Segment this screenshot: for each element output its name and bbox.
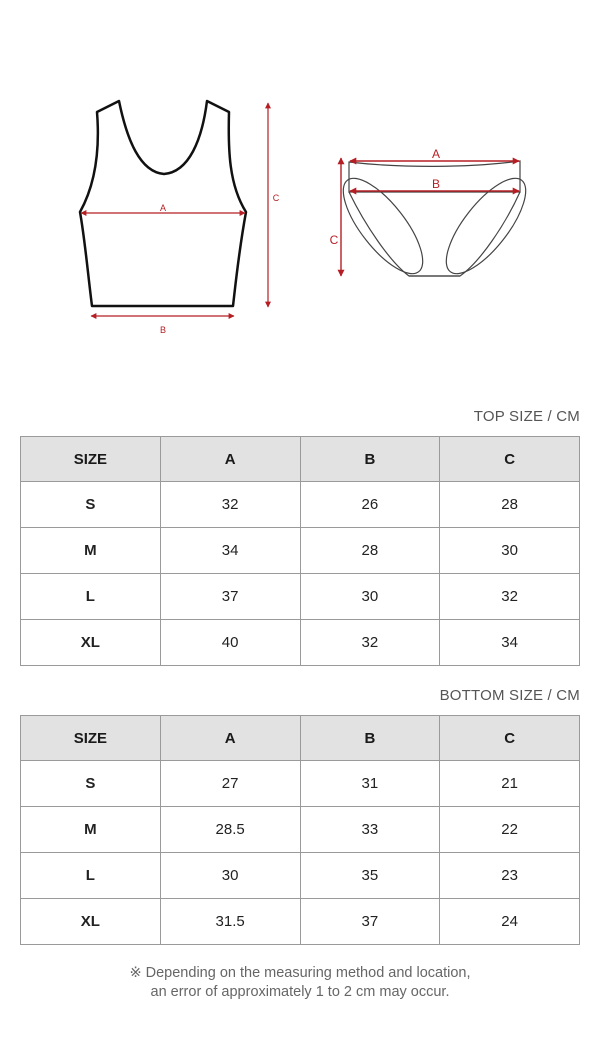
value-cell: 30	[440, 528, 580, 574]
bottom-measure-c-label: C	[329, 233, 339, 247]
diagram-svg	[0, 0, 600, 360]
disclaimer-line-1: ※ Depending on the measuring method and location,	[129, 965, 471, 981]
size-cell: XL	[21, 620, 161, 666]
top-size-table	[20, 436, 580, 666]
table-header-row	[21, 437, 580, 482]
value-cell: 27	[160, 761, 300, 807]
value-cell: 32	[300, 620, 440, 666]
table-row	[21, 807, 580, 853]
value-cell: 32	[160, 482, 300, 528]
bottom-measure-b-label: B	[431, 177, 441, 191]
bottom-size-caption: BOTTOM SIZE / CM	[439, 687, 580, 704]
table-row	[21, 574, 580, 620]
top-measure-a-label: A	[159, 203, 167, 213]
table-header-row	[21, 716, 580, 761]
size-cell: S	[21, 761, 161, 807]
bottom-measure-a-label: A	[431, 147, 441, 161]
value-cell: 22	[440, 807, 580, 853]
value-cell: 32	[440, 574, 580, 620]
header-a: A	[160, 437, 300, 482]
disclaimer-line-2: an error of approximately 1 to 2 cm may occur.	[150, 984, 450, 1000]
top-size-caption: TOP SIZE / CM	[473, 408, 580, 425]
value-cell: 37	[300, 899, 440, 945]
header-c: C	[440, 437, 580, 482]
value-cell: 35	[300, 853, 440, 899]
table-row	[21, 899, 580, 945]
value-cell: 28	[440, 482, 580, 528]
value-cell: 40	[160, 620, 300, 666]
size-cell: L	[21, 574, 161, 620]
size-cell: L	[21, 853, 161, 899]
table-row	[21, 761, 580, 807]
value-cell: 37	[160, 574, 300, 620]
briefs-left-leg-opening	[330, 167, 436, 285]
header-size: SIZE	[21, 716, 161, 761]
value-cell: 23	[440, 853, 580, 899]
value-cell: 21	[440, 761, 580, 807]
value-cell: 31	[300, 761, 440, 807]
top-measure-c-label: C	[272, 193, 280, 203]
header-b: B	[300, 716, 440, 761]
size-cell: M	[21, 807, 161, 853]
size-cell: M	[21, 528, 161, 574]
value-cell: 30	[300, 574, 440, 620]
table-row	[21, 528, 580, 574]
header-c: C	[440, 716, 580, 761]
briefs-outline	[349, 192, 520, 276]
table-row	[21, 620, 580, 666]
value-cell: 34	[160, 528, 300, 574]
size-cell: S	[21, 482, 161, 528]
measurement-diagram	[0, 0, 600, 360]
value-cell: 30	[160, 853, 300, 899]
table-row	[21, 482, 580, 528]
value-cell: 31.5	[160, 899, 300, 945]
measurement-disclaimer	[0, 964, 600, 1002]
top-measure-b-label: B	[159, 325, 167, 335]
header-size: SIZE	[21, 437, 161, 482]
briefs-right-leg-opening	[433, 167, 539, 285]
value-cell: 24	[440, 899, 580, 945]
header-b: B	[300, 437, 440, 482]
header-a: A	[160, 716, 300, 761]
value-cell: 34	[440, 620, 580, 666]
value-cell: 33	[300, 807, 440, 853]
value-cell: 28.5	[160, 807, 300, 853]
table-row	[21, 853, 580, 899]
value-cell: 28	[300, 528, 440, 574]
bottom-size-table	[20, 715, 580, 945]
value-cell: 26	[300, 482, 440, 528]
size-cell: XL	[21, 899, 161, 945]
